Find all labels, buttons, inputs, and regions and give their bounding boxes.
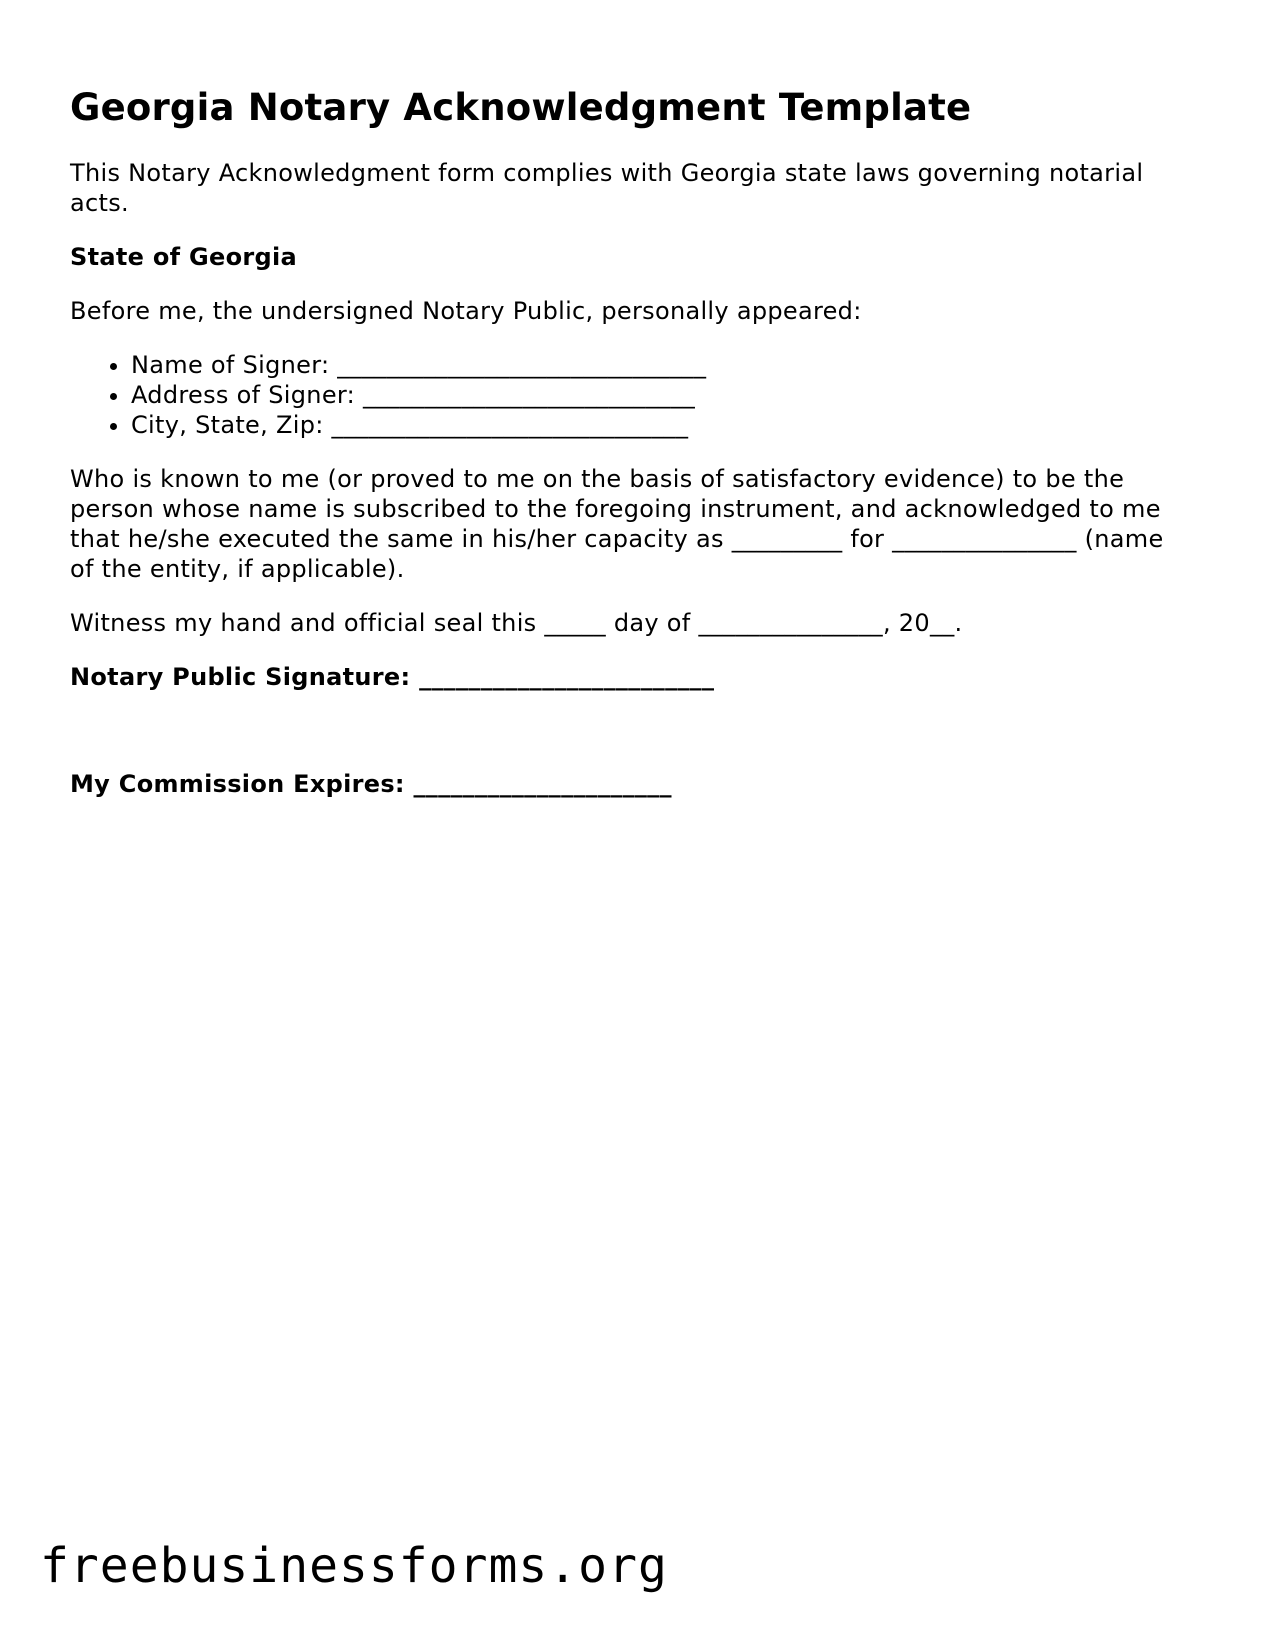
signer-fields-list — [70, 350, 1190, 440]
notary-signature-line: Notary Public Signature: ________________________ — [70, 663, 715, 691]
signer-name-field: • Name of Signer: ______________________________ — [131, 350, 1190, 380]
document-title: Georgia Notary Acknowledgment Template — [70, 86, 972, 129]
witness-line: Witness my hand and official seal this _____ day of _______________, 20__. — [70, 609, 963, 637]
document-body — [70, 84, 1190, 823]
before-me-paragraph: Before me, the undersigned Notary Public, personally appeared: — [70, 297, 862, 325]
signature-spacer — [70, 716, 1190, 769]
signer-address-field: • Address of Signer: ___________________________ — [131, 380, 1190, 410]
signer-city-state-zip-field: • City, State, Zip: _____________________________ — [131, 410, 1190, 440]
intro-paragraph: This Notary Acknowledgment form complies with Georgia state laws governing notarial acts. — [70, 159, 1144, 217]
state-heading: State of Georgia — [70, 243, 298, 271]
watermark-footer: freebusinessforms.org — [40, 1538, 668, 1594]
commission-expires-line: My Commission Expires: _____________________ — [70, 770, 672, 798]
known-to-me-paragraph: Who is known to me (or proved to me on the basis of satisfactory evidence) to be the person whose name is subscribed to the foregoing instrument, and acknowledged to me that he/she executed the same in his/her capacity as _________ for _______________ (name of the entity, if applicable). — [70, 465, 1164, 583]
